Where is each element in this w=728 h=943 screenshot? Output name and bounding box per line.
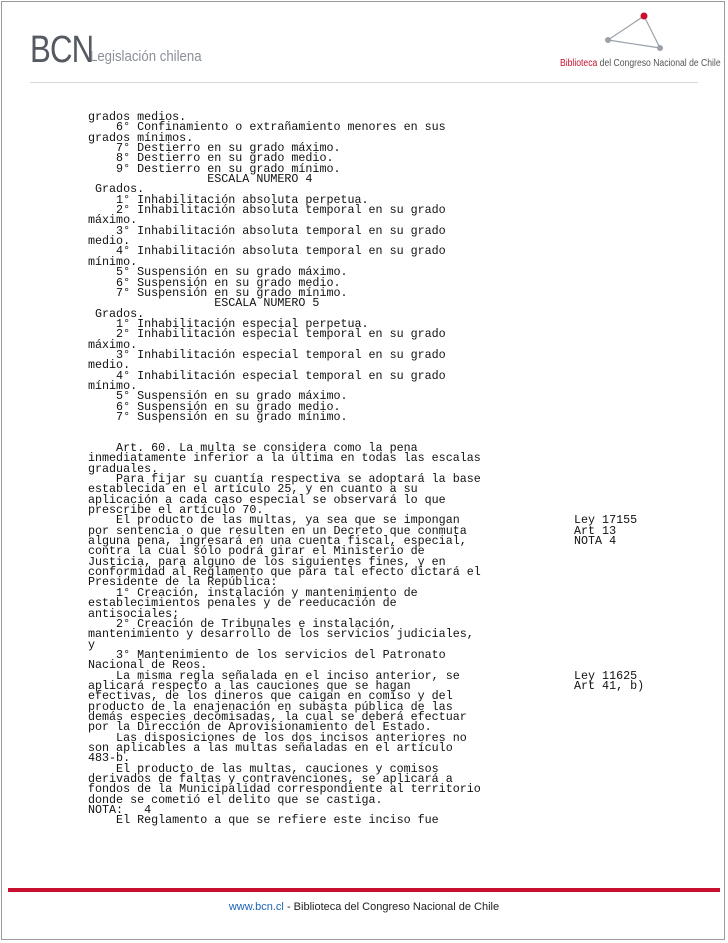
document-line — [88, 347, 708, 362]
document-line-text: producto de la enajenación en subasta pública de las — [88, 699, 453, 714]
document-line-text: conformidad al Reglamento que para tal efecto dictará el — [88, 565, 481, 580]
document-line-text: ESCALA NUMERO 4 — [88, 172, 313, 187]
header-divider — [30, 82, 698, 83]
document-line-text: 6° Suspensión en su grado medio. — [88, 275, 341, 290]
document-body — [88, 112, 708, 826]
footer — [0, 901, 728, 913]
document-line-text: 3° Inhabilitación especial temporal en su grado — [88, 347, 446, 362]
document-line-text: 2° Creación de Tribunales e instalación, — [88, 616, 397, 631]
document-line-text: Justicia, para alguno de los siguientes fines, y en — [88, 554, 446, 569]
document-line-text: NOTA: 4 — [88, 803, 152, 818]
margin-note: Art 41, b) — [574, 678, 645, 693]
document-line-text: 3° Mantenimiento de los servicios del Patronato — [88, 647, 446, 662]
document-line-text: efectivas, de los dineros que caigan en comiso y del — [88, 689, 453, 704]
document-line-text: Art. 60. La multa se considera como la pena — [88, 441, 418, 455]
document-line-text: derivados de faltas y contravenciones, se aplicará a — [88, 772, 453, 786]
biblioteca-logo[interactable] — [560, 10, 721, 80]
document-line-text: grados medios. — [88, 110, 187, 124]
document-line — [88, 596, 708, 611]
document-line-text: 1° Inhabilitación especial perpetua. — [88, 316, 369, 331]
document-line-text: Presidente de la República: — [88, 575, 278, 590]
document-line-text: 8° Destierro en su grado medio. — [88, 151, 334, 166]
margin-note: Ley 17155 — [574, 513, 638, 528]
document-line — [88, 422, 708, 432]
document-line-text: 7° Destierro en su grado máximo. — [88, 141, 341, 156]
bcn-website-link[interactable]: www.bcn.cl — [228, 901, 284, 913]
document-line-text: máximo. — [88, 337, 138, 352]
document-line-text: 3° Inhabilitación absoluta temporal en su grado — [88, 223, 446, 238]
document-line — [88, 813, 708, 828]
document-line-text: 4° Inhabilitación especial temporal en su grado — [88, 368, 446, 383]
document-line — [88, 409, 708, 424]
footer-divider — [8, 888, 720, 892]
document-line-text: mínimo. — [88, 378, 138, 393]
document-line-text: establecimientos penales y de reeducación de — [88, 596, 397, 611]
document-line-text: fondos de la Municipalidad correspondiente al territorio — [88, 782, 481, 797]
document-line-text: mínimo. — [88, 254, 138, 269]
document-line-text: 483-b. — [88, 751, 131, 766]
document-line-text: Grados. — [88, 182, 145, 197]
document-line — [88, 368, 708, 383]
document-line-text: grados mínimos. — [88, 130, 194, 145]
document-line-text: prescribe el artículo 70. — [88, 503, 264, 518]
document-line — [88, 244, 708, 259]
document-line-text: aplicación a cada caso especial se observará lo que — [88, 492, 446, 507]
document-line — [88, 203, 708, 218]
document-line-text: graduales. — [88, 461, 159, 476]
bcn-logo-mark: BCN — [30, 29, 94, 71]
bcn-logo-subtitle: Legislación chilena — [90, 48, 202, 65]
document-line — [88, 627, 708, 642]
document-line — [88, 223, 708, 238]
document-line-text: aplicará respecto a las cauciones que se hagan — [88, 678, 411, 693]
document-line-text: Las disposiciones de los dos incisos anteriores no — [88, 730, 467, 745]
document-line-text: y — [88, 637, 96, 652]
document-line-text: alguna pena, ingresará en una cuenta fiscal, especial, — [88, 534, 467, 549]
document-line-text: antisociales; — [88, 606, 180, 621]
document-line-text: donde se cometió el delito que se castiga. — [88, 792, 383, 807]
document-line-text: por sentencia o que resulten en un Decreto que conmuta — [88, 523, 467, 538]
document-line-text: demás especies decomisadas, la cual se deberá efectuar — [88, 709, 467, 724]
document-line-text: Nacional de Reos. — [88, 658, 208, 673]
document-line — [88, 296, 708, 311]
document-line-text: Grados. — [88, 306, 145, 321]
margin-note: NOTA 4 — [574, 534, 617, 549]
document-line-text: 1° Inhabilitación absoluta perpetua. — [88, 192, 369, 207]
document-line-text: son aplicables a las multas señaladas en el artículo — [88, 740, 453, 755]
document-line-text: medio. — [88, 358, 131, 373]
document-line-text: máximo. — [88, 213, 138, 228]
margin-note: Art 13 — [574, 523, 617, 538]
document-line-text: El producto de las multas, ya sea que se impongan — [88, 513, 460, 528]
document-line-text: ESCALA NUMERO 5 — [88, 296, 320, 311]
document-line-text: El Reglamento a que se refiere este inciso fue — [88, 813, 439, 828]
network-triangle-icon — [598, 10, 668, 58]
document-line — [88, 327, 708, 342]
document-line-text: 7° Suspensión en su grado mínimo. — [88, 285, 348, 300]
document-line-text: 1° Creación, instalación y mantenimiento de — [88, 585, 418, 600]
document-line-text: inmediatamente inferior a la última en todas las escalas — [88, 451, 481, 466]
document-line-text: 6° Confinamiento o extrañamiento menores en sus — [88, 120, 446, 135]
margin-note: Ley 11625 — [574, 668, 638, 683]
document-line — [88, 792, 708, 807]
document-line — [88, 740, 708, 755]
document-line-text: 2° Inhabilitación especial temporal en su grado — [88, 327, 446, 342]
document-line-text: 5° Suspensión en su grado máximo. — [88, 389, 348, 404]
document-line-text: La misma regla señalada en el inciso anterior, se — [88, 668, 460, 683]
document-line-text: Para fijar su cuantía respectiva se adoptará la base — [88, 472, 481, 487]
document-line-text: por la Dirección de Aprovisionamiento del Estado. — [88, 720, 432, 735]
document-line-text: El producto de las multas, cauciones y comisos — [88, 761, 439, 776]
document-line — [88, 172, 708, 187]
document-line-text: 6° Suspensión en su grado medio. — [88, 399, 341, 414]
biblioteca-logo-text: Biblioteca del Congreso Nacional de Chile — [560, 58, 721, 69]
document-line — [88, 451, 708, 466]
document-line-text: 2° Inhabilitación absoluta temporal en su grado — [88, 203, 446, 218]
document-line-text: 7° Suspensión en su grado mínimo. — [88, 409, 348, 424]
document-line-text: 5° Suspensión en su grado máximo. — [88, 265, 348, 280]
document-line-text: medio. — [88, 234, 131, 249]
document-line-text: mantenimiento y desarrollo de los servicios judiciales, — [88, 627, 474, 642]
document-line-text: 4° Inhabilitación absoluta temporal en su grado — [88, 244, 446, 259]
document-line-text: establecida en el artículo 25, y en cuanto a su — [88, 482, 418, 497]
document-line-text: contra la cual sólo podrá girar el Ministerio de — [88, 544, 425, 559]
footer-text: - Biblioteca del Congreso Nacional de Chile — [283, 901, 500, 913]
document-line-text: 9° Destierro en su grado mínimo. — [88, 161, 341, 176]
